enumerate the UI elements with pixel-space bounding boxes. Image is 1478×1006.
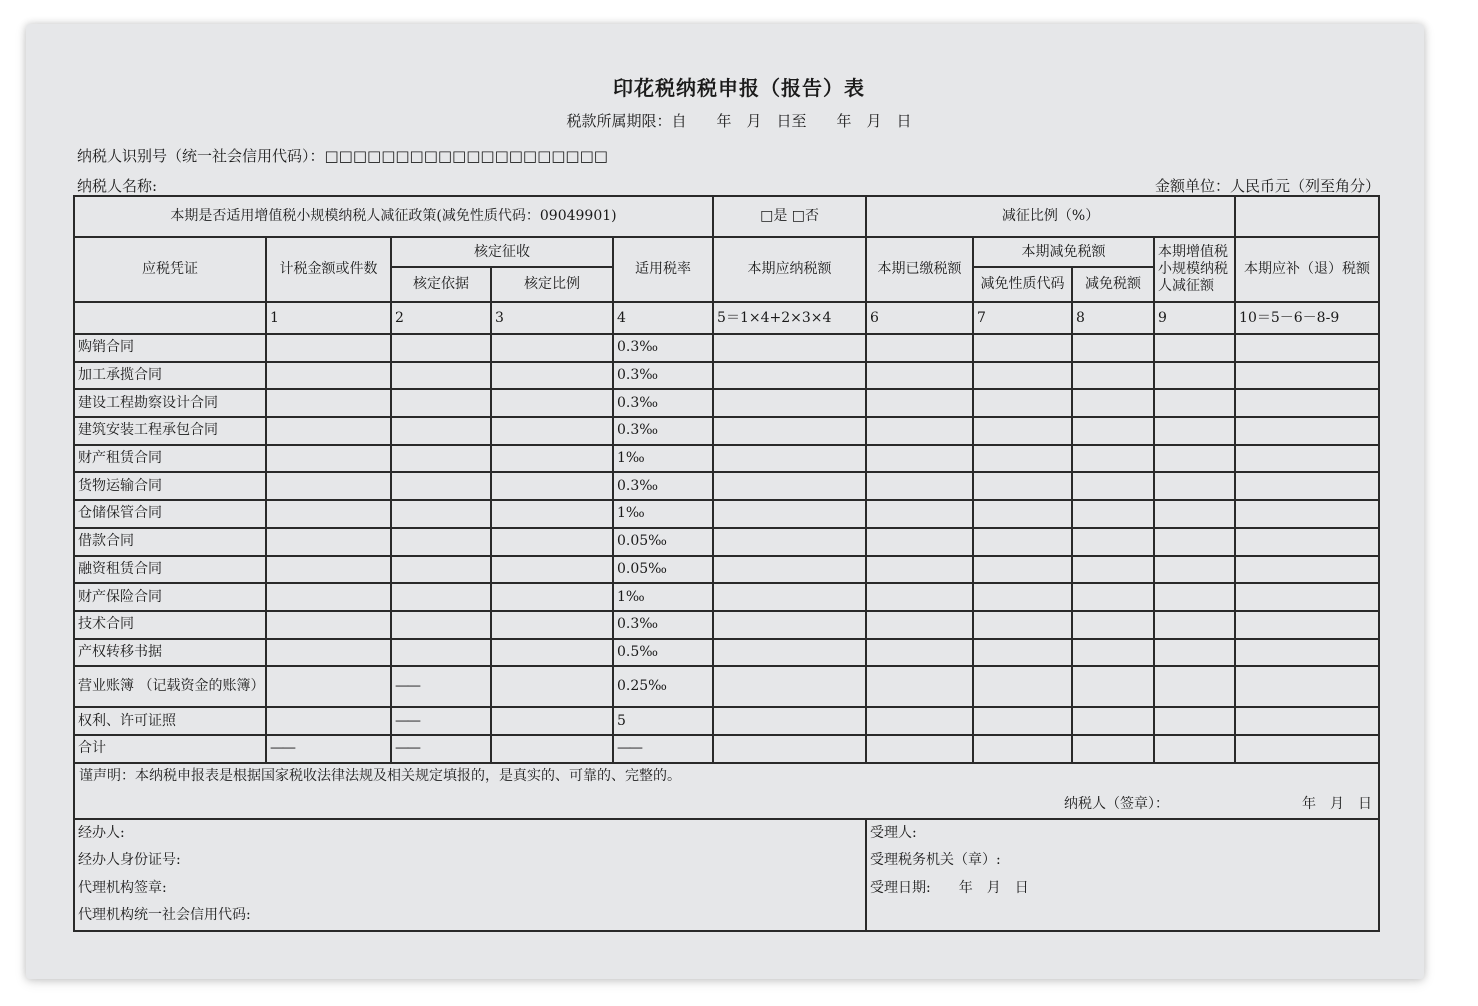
tax-rate: 0.3‰ bbox=[613, 334, 713, 362]
verified-basis-cell[interactable] bbox=[391, 556, 491, 584]
reduction-code-cell[interactable] bbox=[973, 362, 1072, 390]
declaration-cell bbox=[74, 763, 1379, 819]
amount-cell[interactable] bbox=[266, 472, 391, 500]
verified-basis-cell[interactable] bbox=[391, 528, 491, 556]
header-verified: 核定征收 bbox=[391, 237, 613, 267]
table-row bbox=[74, 334, 1379, 362]
voucher-name: 加工承揽合同 bbox=[74, 362, 266, 390]
reduction-code-cell[interactable] bbox=[973, 639, 1072, 667]
tax-rate: 0.05‰ bbox=[613, 528, 713, 556]
small-scale-cell[interactable] bbox=[1154, 528, 1235, 556]
refund-cell[interactable] bbox=[1235, 639, 1379, 667]
handler-id-label: 经办人身份证号: bbox=[78, 852, 181, 869]
policy-question: 本期是否适用增值税小规模纳税人减征政策(减免性质代码：09049901) bbox=[74, 196, 713, 237]
refund-cell[interactable] bbox=[1235, 445, 1379, 473]
verified-ratio-cell[interactable] bbox=[491, 611, 613, 639]
column-number: 1 bbox=[266, 302, 391, 334]
paid-cell[interactable] bbox=[866, 611, 973, 639]
verified-basis-cell[interactable] bbox=[391, 445, 491, 473]
amount-cell[interactable] bbox=[266, 362, 391, 390]
table-row bbox=[74, 707, 1379, 735]
table-row bbox=[74, 472, 1379, 500]
verified-basis-cell[interactable] bbox=[391, 639, 491, 667]
reduction-amount-cell[interactable] bbox=[1072, 528, 1154, 556]
reduction-code-cell[interactable] bbox=[973, 417, 1072, 445]
small-scale-cell[interactable] bbox=[1154, 389, 1235, 417]
payable-cell[interactable] bbox=[713, 707, 866, 735]
reduction-code-cell[interactable] bbox=[973, 389, 1072, 417]
amount-cell[interactable] bbox=[266, 445, 391, 473]
verified-ratio-cell[interactable] bbox=[491, 735, 613, 763]
reduction-amount-cell[interactable] bbox=[1072, 735, 1154, 763]
reduction-amount-cell[interactable] bbox=[1072, 445, 1154, 473]
payable-cell[interactable] bbox=[713, 362, 866, 390]
paid-cell[interactable] bbox=[866, 362, 973, 390]
reduction-amount-cell[interactable] bbox=[1072, 472, 1154, 500]
reduction-amount-cell[interactable] bbox=[1072, 389, 1154, 417]
amount-cell[interactable]: —— bbox=[266, 735, 391, 763]
voucher-name: 财产保险合同 bbox=[74, 583, 266, 611]
tax-rate: 0.3‰ bbox=[613, 611, 713, 639]
tax-rate: 1‰ bbox=[613, 445, 713, 473]
voucher-name: 购销合同 bbox=[74, 334, 266, 362]
stamp-tax-table bbox=[73, 195, 1380, 932]
reduction-code-cell[interactable] bbox=[973, 611, 1072, 639]
reduction-code-cell[interactable] bbox=[973, 666, 1072, 707]
taxpayer-signature: 纳税人（签章）： 年 月 日 bbox=[1064, 795, 1373, 812]
refund-cell[interactable] bbox=[1235, 389, 1379, 417]
paid-cell[interactable] bbox=[866, 707, 973, 735]
verified-basis-cell[interactable] bbox=[391, 500, 491, 528]
reduction-code-cell[interactable] bbox=[973, 707, 1072, 735]
table-row bbox=[74, 500, 1379, 528]
payable-cell[interactable] bbox=[713, 389, 866, 417]
tax-rate: 5 bbox=[613, 707, 713, 735]
refund-cell[interactable] bbox=[1235, 556, 1379, 584]
refund-cell[interactable] bbox=[1235, 583, 1379, 611]
verified-basis-cell[interactable] bbox=[391, 389, 491, 417]
verified-basis-cell[interactable] bbox=[391, 611, 491, 639]
verified-ratio-cell[interactable] bbox=[491, 666, 613, 707]
small-scale-cell[interactable] bbox=[1154, 500, 1235, 528]
verified-basis-cell[interactable] bbox=[391, 362, 491, 390]
amount-cell[interactable] bbox=[266, 417, 391, 445]
small-scale-cell[interactable] bbox=[1154, 472, 1235, 500]
tax-rate: —— bbox=[613, 735, 713, 763]
footer-right bbox=[866, 819, 1379, 931]
refund-cell[interactable] bbox=[1235, 735, 1379, 763]
paid-cell[interactable] bbox=[866, 556, 973, 584]
amount-cell[interactable] bbox=[266, 611, 391, 639]
small-scale-cell[interactable] bbox=[1154, 362, 1235, 390]
reduction-code-cell[interactable] bbox=[973, 528, 1072, 556]
paid-cell[interactable] bbox=[866, 528, 973, 556]
table-row bbox=[74, 611, 1379, 639]
header-reduction-code: 减免性质代码 bbox=[973, 267, 1072, 302]
receiver-label: 受理人: bbox=[870, 824, 917, 841]
amount-unit-label: 金额单位：人民币元（列至角分） bbox=[1154, 177, 1380, 195]
amount-cell[interactable] bbox=[266, 389, 391, 417]
verified-ratio-cell[interactable] bbox=[491, 389, 613, 417]
table-row bbox=[74, 666, 1379, 707]
voucher-name: 建筑安装工程承包合同 bbox=[74, 417, 266, 445]
header-reduction: 本期减免税额 bbox=[973, 237, 1154, 267]
payable-cell[interactable] bbox=[713, 583, 866, 611]
refund-cell[interactable] bbox=[1235, 707, 1379, 735]
payable-cell[interactable] bbox=[713, 445, 866, 473]
verified-ratio-cell[interactable] bbox=[491, 417, 613, 445]
reduction-amount-cell[interactable] bbox=[1072, 611, 1154, 639]
reduction-amount-cell[interactable] bbox=[1072, 362, 1154, 390]
table-row bbox=[74, 583, 1379, 611]
amount-cell[interactable] bbox=[266, 528, 391, 556]
amount-cell[interactable] bbox=[266, 556, 391, 584]
amount-cell[interactable] bbox=[266, 666, 391, 707]
payable-cell[interactable] bbox=[713, 500, 866, 528]
header-amount: 计税金额或件数 bbox=[266, 237, 391, 302]
agency-credit-code-label: 代理机构统一社会信用代码: bbox=[78, 907, 251, 924]
tax-period: 税款所属期限：自 年 月 日至 年 月 日 bbox=[566, 112, 912, 130]
verified-basis-cell[interactable]: —— bbox=[391, 666, 491, 707]
footer-left bbox=[74, 819, 866, 931]
tax-rows bbox=[74, 334, 1379, 763]
header-verified-ratio: 核定比例 bbox=[491, 267, 613, 302]
handler-label: 经办人: bbox=[78, 824, 125, 841]
voucher-name: 产权转移书据 bbox=[74, 639, 266, 667]
header-verified-basis: 核定依据 bbox=[391, 267, 491, 302]
tax-rate: 0.5‰ bbox=[613, 639, 713, 667]
paid-cell[interactable] bbox=[866, 583, 973, 611]
payable-cell[interactable] bbox=[713, 528, 866, 556]
table-row bbox=[74, 528, 1379, 556]
column-number: 5＝1×4+2×3×4 bbox=[713, 302, 866, 334]
column-number: 10＝5－6－8-9 bbox=[1235, 302, 1379, 334]
refund-cell[interactable] bbox=[1235, 666, 1379, 707]
small-scale-cell[interactable] bbox=[1154, 445, 1235, 473]
amount-cell[interactable] bbox=[266, 639, 391, 667]
reduction-code-cell[interactable] bbox=[973, 334, 1072, 362]
paid-cell[interactable] bbox=[866, 472, 973, 500]
verified-ratio-cell[interactable] bbox=[491, 500, 613, 528]
payable-cell[interactable] bbox=[713, 735, 866, 763]
voucher-name: 仓储保管合同 bbox=[74, 500, 266, 528]
reduction-amount-cell[interactable] bbox=[1072, 417, 1154, 445]
paid-cell[interactable] bbox=[866, 500, 973, 528]
agency-seal-label: 代理机构签章: bbox=[78, 879, 167, 896]
table-row bbox=[74, 735, 1379, 763]
verified-basis-cell[interactable] bbox=[391, 472, 491, 500]
form-title: 印花税纳税申报（报告）表 bbox=[613, 76, 865, 100]
voucher-name: 营业账簿 （记载资金的账簿） bbox=[74, 666, 266, 707]
reduction-code-cell[interactable] bbox=[973, 500, 1072, 528]
column-number-row bbox=[74, 302, 1379, 334]
reduction-code-cell[interactable] bbox=[973, 556, 1072, 584]
receiving-office-label: 受理税务机关（章）: bbox=[870, 852, 1001, 869]
taxpayer-name-label: 纳税人名称: bbox=[77, 177, 158, 195]
reduction-ratio-label: 减征比例（%） bbox=[866, 196, 1235, 237]
header-payable: 本期应纳税额 bbox=[713, 237, 866, 302]
verified-basis-cell[interactable] bbox=[391, 417, 491, 445]
voucher-name: 合计 bbox=[74, 735, 266, 763]
column-number: 6 bbox=[866, 302, 973, 334]
reduction-code-cell[interactable] bbox=[973, 583, 1072, 611]
table-row bbox=[74, 445, 1379, 473]
reduction-amount-cell[interactable] bbox=[1072, 556, 1154, 584]
column-number: 3 bbox=[491, 302, 613, 334]
taxpayer-id-label: 纳税人识别号（统一社会信用代码）：□□□□□□□□□□□□□□□□□□□□ bbox=[77, 147, 608, 165]
policy-options[interactable]: □是 □否 bbox=[713, 196, 866, 237]
voucher-name: 权利、许可证照 bbox=[74, 707, 266, 735]
paid-cell[interactable] bbox=[866, 639, 973, 667]
reduction-ratio-cell[interactable] bbox=[1235, 196, 1379, 237]
payable-cell[interactable] bbox=[713, 472, 866, 500]
verified-ratio-cell[interactable] bbox=[491, 472, 613, 500]
table-row bbox=[74, 417, 1379, 445]
amount-cell[interactable] bbox=[266, 500, 391, 528]
table-row bbox=[74, 362, 1379, 390]
column-number: 7 bbox=[973, 302, 1072, 334]
payable-cell[interactable] bbox=[713, 666, 866, 707]
small-scale-cell[interactable] bbox=[1154, 556, 1235, 584]
paid-cell[interactable] bbox=[866, 417, 973, 445]
voucher-name: 建设工程勘察设计合同 bbox=[74, 389, 266, 417]
amount-cell[interactable] bbox=[266, 334, 391, 362]
header-rate: 适用税率 bbox=[613, 237, 713, 302]
refund-cell[interactable] bbox=[1235, 472, 1379, 500]
small-scale-cell[interactable] bbox=[1154, 735, 1235, 763]
voucher-name: 借款合同 bbox=[74, 528, 266, 556]
small-scale-cell[interactable] bbox=[1154, 583, 1235, 611]
column-number-blank bbox=[74, 302, 266, 334]
amount-cell[interactable] bbox=[266, 707, 391, 735]
column-number: 8 bbox=[1072, 302, 1154, 334]
header-paid: 本期已缴税额 bbox=[866, 237, 973, 302]
reduction-code-cell[interactable] bbox=[973, 735, 1072, 763]
tax-rate: 1‰ bbox=[613, 583, 713, 611]
payable-cell[interactable] bbox=[713, 639, 866, 667]
amount-cell[interactable] bbox=[266, 583, 391, 611]
table-row bbox=[74, 389, 1379, 417]
verified-ratio-cell[interactable] bbox=[491, 528, 613, 556]
verified-ratio-cell[interactable] bbox=[491, 334, 613, 362]
refund-cell[interactable] bbox=[1235, 500, 1379, 528]
header-small-scale: 本期增值税小规模纳税人减征额 bbox=[1154, 237, 1235, 302]
refund-cell[interactable] bbox=[1235, 417, 1379, 445]
verified-basis-cell[interactable] bbox=[391, 583, 491, 611]
header-reduction-amount: 减免税额 bbox=[1072, 267, 1154, 302]
tax-rate: 0.3‰ bbox=[613, 362, 713, 390]
voucher-name: 技术合同 bbox=[74, 611, 266, 639]
reduction-amount-cell[interactable] bbox=[1072, 500, 1154, 528]
payable-cell[interactable] bbox=[713, 611, 866, 639]
verified-basis-cell[interactable]: —— bbox=[391, 707, 491, 735]
reduction-amount-cell[interactable] bbox=[1072, 639, 1154, 667]
verified-ratio-cell[interactable] bbox=[491, 639, 613, 667]
refund-cell[interactable] bbox=[1235, 611, 1379, 639]
payable-cell[interactable] bbox=[713, 334, 866, 362]
paid-cell[interactable] bbox=[866, 389, 973, 417]
header-voucher: 应税凭证 bbox=[74, 237, 266, 302]
verified-ratio-cell[interactable] bbox=[491, 362, 613, 390]
reduction-code-cell[interactable] bbox=[973, 472, 1072, 500]
paid-cell[interactable] bbox=[866, 666, 973, 707]
voucher-name: 融资租赁合同 bbox=[74, 556, 266, 584]
tax-rate: 0.3‰ bbox=[613, 389, 713, 417]
verified-basis-cell[interactable]: —— bbox=[391, 735, 491, 763]
small-scale-cell[interactable] bbox=[1154, 611, 1235, 639]
paid-cell[interactable] bbox=[866, 334, 973, 362]
small-scale-cell[interactable] bbox=[1154, 334, 1235, 362]
refund-cell[interactable] bbox=[1235, 528, 1379, 556]
refund-cell[interactable] bbox=[1235, 362, 1379, 390]
voucher-name: 财产租赁合同 bbox=[74, 445, 266, 473]
tax-rate: 0.3‰ bbox=[613, 417, 713, 445]
reduction-amount-cell[interactable] bbox=[1072, 334, 1154, 362]
verified-basis-cell[interactable] bbox=[391, 334, 491, 362]
table-row bbox=[74, 556, 1379, 584]
header-refund: 本期应补（退）税额 bbox=[1235, 237, 1379, 302]
column-number: 9 bbox=[1154, 302, 1235, 334]
paid-cell[interactable] bbox=[866, 735, 973, 763]
tax-rate: 0.25‰ bbox=[613, 666, 713, 707]
small-scale-cell[interactable] bbox=[1154, 417, 1235, 445]
reduction-amount-cell[interactable] bbox=[1072, 583, 1154, 611]
small-scale-cell[interactable] bbox=[1154, 707, 1235, 735]
verified-ratio-cell[interactable] bbox=[491, 707, 613, 735]
verified-ratio-cell[interactable] bbox=[491, 556, 613, 584]
column-number: 4 bbox=[613, 302, 713, 334]
reduction-amount-cell[interactable] bbox=[1072, 666, 1154, 707]
verified-ratio-cell[interactable] bbox=[491, 445, 613, 473]
declaration-text: 谨声明：本纳税申报表是根据国家税收法律法规及相关规定填报的，是真实的、可靠的、完整的。 bbox=[79, 767, 681, 784]
paid-cell[interactable] bbox=[866, 445, 973, 473]
small-scale-cell[interactable] bbox=[1154, 666, 1235, 707]
tax-rate: 0.3‰ bbox=[613, 472, 713, 500]
reduction-amount-cell[interactable] bbox=[1072, 707, 1154, 735]
payable-cell[interactable] bbox=[713, 417, 866, 445]
receive-date-label: 受理日期: 年 月 日 bbox=[870, 879, 1029, 896]
tax-rate: 1‰ bbox=[613, 500, 713, 528]
small-scale-cell[interactable] bbox=[1154, 639, 1235, 667]
verified-ratio-cell[interactable] bbox=[491, 583, 613, 611]
table-row bbox=[74, 639, 1379, 667]
refund-cell[interactable] bbox=[1235, 334, 1379, 362]
column-number: 2 bbox=[391, 302, 491, 334]
voucher-name: 货物运输合同 bbox=[74, 472, 266, 500]
tax-rate: 0.05‰ bbox=[613, 556, 713, 584]
payable-cell[interactable] bbox=[713, 556, 866, 584]
reduction-code-cell[interactable] bbox=[973, 445, 1072, 473]
